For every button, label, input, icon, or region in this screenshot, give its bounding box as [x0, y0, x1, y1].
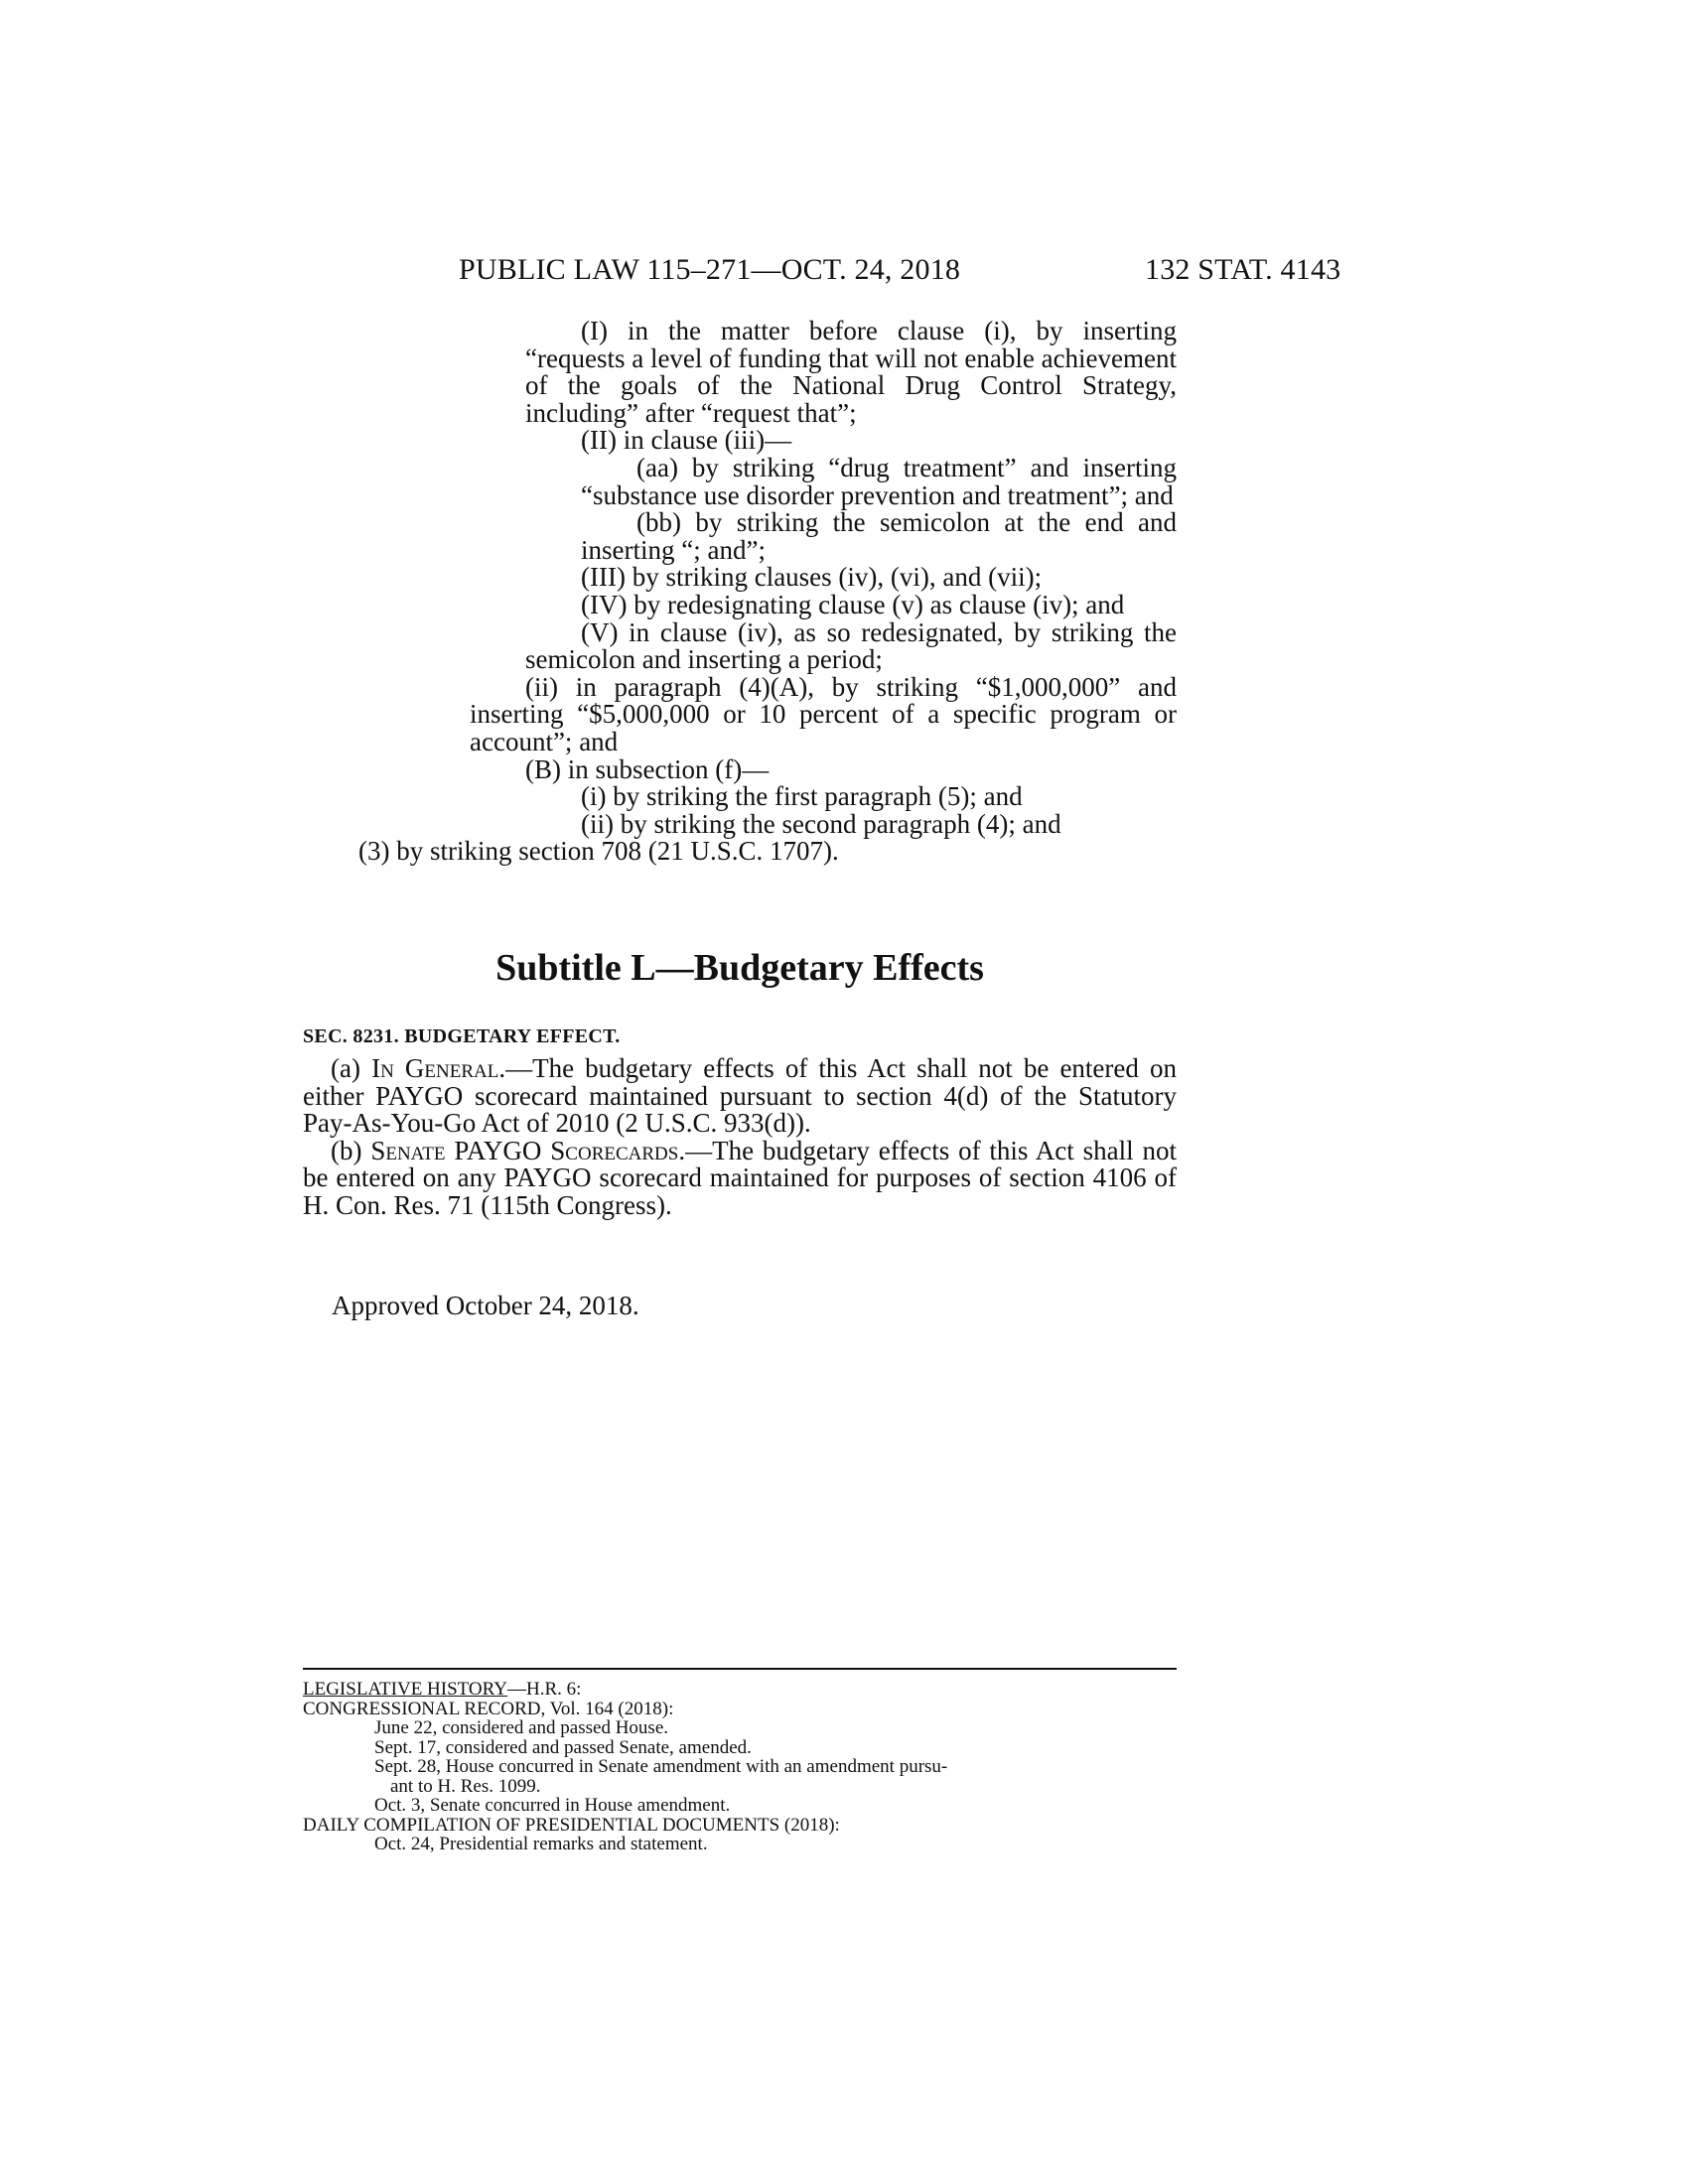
subsection-b-caption: Senate PAYGO Scorecards.: [370, 1135, 686, 1165]
history-entry: Oct. 24, Presidential remarks and statement.: [374, 1834, 708, 1854]
subsection-b: (b) Senate PAYGO Scorecards.—The budgetary effects of this Act shall not be entered on any PAYGO scorecard maintained for purposes of section 4106 of H. Con. Res. 71 (115th Congress).: [303, 1135, 1177, 1220]
running-header-page: 132 STAT. 4143: [1145, 253, 1341, 286]
clause-ii: (ii) in paragraph (4)(A), by striking “$1,000,000” and inserting “$5,000,000 or 10 percent of a specific program or account”; and: [470, 671, 1177, 756]
footnote-rule: [303, 1668, 1177, 1670]
history-entry: Sept. 17, considered and passed Senate, amended.: [374, 1736, 752, 1758]
daily-compilation-heading: DAILY COMPILATION OF PRESIDENTIAL DOCUMENTS (2018):: [303, 1814, 840, 1836]
subsection-a-caption: In General.: [371, 1053, 506, 1083]
legislative-history: [303, 1680, 1177, 1854]
clause-i-strike: (i) by striking the first paragraph (5); and: [581, 781, 1023, 812]
amendment-text: [303, 318, 1177, 866]
clause-ii-strike: (ii) by striking the second paragraph (4); and: [581, 808, 1061, 839]
history-entry-continued: ant to H. Res. 1099.: [390, 1775, 541, 1797]
subtitle-heading: Subtitle L—Budgetary Effects: [495, 947, 984, 989]
history-entry: June 22, considered and passed House.: [374, 1717, 669, 1738]
subparagraph-B: (B) in subsection (f)—: [525, 753, 770, 784]
section-heading: SEC. 8231. BUDGETARY EFFECT.: [303, 1025, 621, 1047]
clause-II: (II) in clause (iii)—: [581, 425, 792, 456]
paragraph-3: (3) by striking section 708 (21 U.S.C. 1707).: [358, 836, 839, 867]
clause-V: (V) in clause (iv), as so redesignated, by striking the semicolon and inserting a period;: [525, 616, 1177, 675]
clause-IV: (IV) by redesignating clause (v) as clause (iv); and: [581, 589, 1125, 619]
clause-I: (I) in the matter before clause (i), by inserting “requests a level of funding that will not enable achievement of the goals of the National Drug Control Strategy, including” after “request that”;: [525, 316, 1178, 428]
congressional-record-heading: CONGRESSIONAL RECORD, Vol. 164 (2018):: [303, 1698, 674, 1719]
legislative-history-title: LEGISLATIVE HISTORY—H.R. 6:: [303, 1679, 582, 1700]
history-entry: Sept. 28, House concurred in Senate amendment with an amendment pursu-: [374, 1756, 948, 1777]
subclause-aa: (aa) by striking “drug treatment” and inserting “substance use disorder prevention and treatment”; and: [581, 452, 1177, 510]
subclause-bb: (bb) by striking the semicolon at the end and inserting “; and”;: [581, 507, 1177, 565]
approval-date: Approved October 24, 2018.: [332, 1291, 639, 1320]
section-body: [303, 1055, 1177, 1220]
subsection-a: (a) In General.—The budgetary effects of this Act shall not be entered on either PAYGO scorecard maintained pursuant to section 4(d) of the Statutory Pay-As-You-Go Act of 2010 (2 U.S.C. 933(d)).: [303, 1053, 1177, 1139]
history-entry: Oct. 3, Senate concurred in House amendment.: [374, 1795, 731, 1816]
running-header-left: PUBLIC LAW 115–271—OCT. 24, 2018: [459, 253, 961, 286]
clause-III: (III) by striking clauses (iv), (vi), and (vii);: [581, 562, 1043, 593]
